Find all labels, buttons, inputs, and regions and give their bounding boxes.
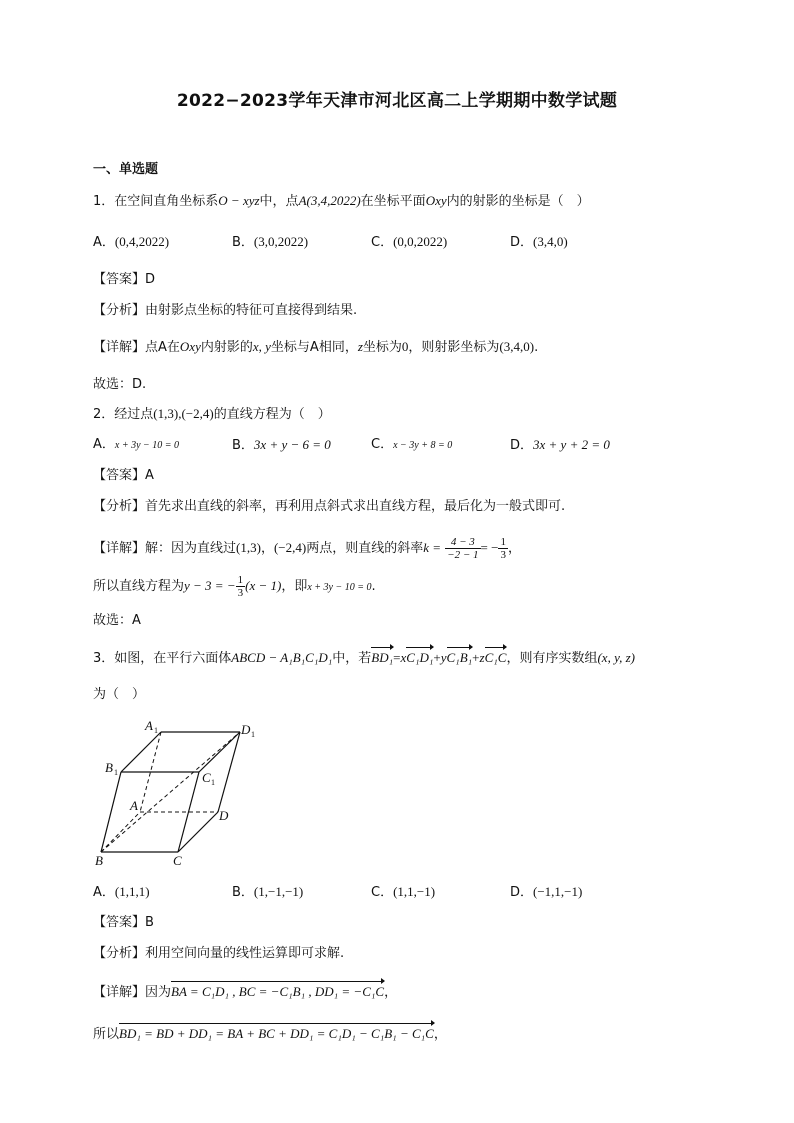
slope-result-fraction: $\frac{1}{3}$ [500,536,506,561]
q2-detail: 【详解】解：因为直线过(1,3)，(−2,4)两点，则直线的斜率k = $\frac{4 - 3}{-2 - 1}$ = − $\frac{1}{3}$ ， [93,536,521,561]
q1-stem: 1．在空间直角坐标系O − xyz中，点A(3,4,2022)在坐标平面Oxy内的射影的坐标是（ ） [93,193,590,209]
q2-answer: 【答案】A [93,468,154,483]
q3-detail-line2: 所以BD₁ = BD + DD₁ = BA + BC + DD₁ = C₁D₁ − C₁B₁ − C₁C， [93,1026,447,1042]
label-c1: C [202,770,211,785]
svg-text:1: 1 [114,768,118,777]
svg-text:1: 1 [251,730,255,739]
slope-fraction: $\frac{4 - 3}{-2 - 1}$ [447,536,479,561]
section-heading: 一、单选题 [93,162,159,177]
q3-analysis: 【分析】利用空间向量的线性运算即可求解. [93,946,345,961]
q2-option-c: C．x − 3y + 8 = 0 [371,437,453,452]
q3-option-c: C．(1,1,−1) [371,884,436,900]
q1-conclusion: 故选：D. [93,377,147,392]
q2-option-a: A．x + 3y − 10 = 0 [93,437,180,452]
q1-analysis: 【分析】由射影点坐标的特征可直接得到结果. [93,303,358,318]
label-a: A [130,798,138,813]
q1-option-d: D．(3,4,0) [510,234,568,250]
q1-option-a: A．(0,4,2022) [93,234,170,250]
label-b: B [95,853,103,868]
svg-text:1: 1 [154,726,158,735]
q2-conclusion: 故选：A [93,613,141,628]
q3-stem: 3．如图，在平行六面体ABCD − A₁B₁C₁D₁中，若BD₁=xC₁D₁+yC₁B₁+zC₁C，则有序实数组(x, y, z) [93,650,636,666]
q1-detail: 【详解】点A在Oxy内射影的x, y坐标与A相同，z坐标为0，则射影坐标为(3,4,0). [93,339,539,355]
q3-option-b: B．(1,−1,−1) [232,884,304,900]
parallelepiped-figure [93,712,253,872]
q1-answer: 【答案】D [93,272,156,287]
label-c: C [173,853,182,868]
q2-detail-line2: 所以直线方程为y − 3 = − $\frac{1}{3}$ (x − 1)，即x + 3y − 10 = 0. [93,574,376,599]
q3-detail: 【详解】因为BA = C₁D₁ , BC = −C₁B₁ , DD₁ = −C₁C， [93,984,398,1000]
page-title: 2022−2023学年天津市河北区高二上学期期中数学试题 [176,91,618,111]
q2-option-d: D．3x + y + 2 = 0 [510,437,610,453]
label-d: D [219,808,229,823]
label-b1: B [105,760,113,775]
line-eq-fraction: $\frac{1}{3}$ [237,574,244,599]
q2-analysis: 【分析】首先求出直线的斜率，再利用点斜式求出直线方程，最后化为一般式即可. [93,499,566,514]
label-d1: D [241,722,251,737]
q3-stem-line2: 为（ ） [93,687,146,702]
label-a1: A [145,718,153,733]
q1-option-b: B．(3,0,2022) [232,234,309,250]
q3-option-a: A．(1,1,1) [93,884,150,900]
q2-option-b: B．3x + y − 6 = 0 [232,437,331,453]
svg-text:1: 1 [211,778,215,787]
q3-option-d: D．(−1,1,−1) [510,884,583,900]
q1-option-c: C．(0,0,2022) [371,234,448,250]
q3-answer: 【答案】B [93,915,154,930]
q2-stem: 2．经过点(1,3),(−2,4)的直线方程为（ ） [93,406,331,422]
